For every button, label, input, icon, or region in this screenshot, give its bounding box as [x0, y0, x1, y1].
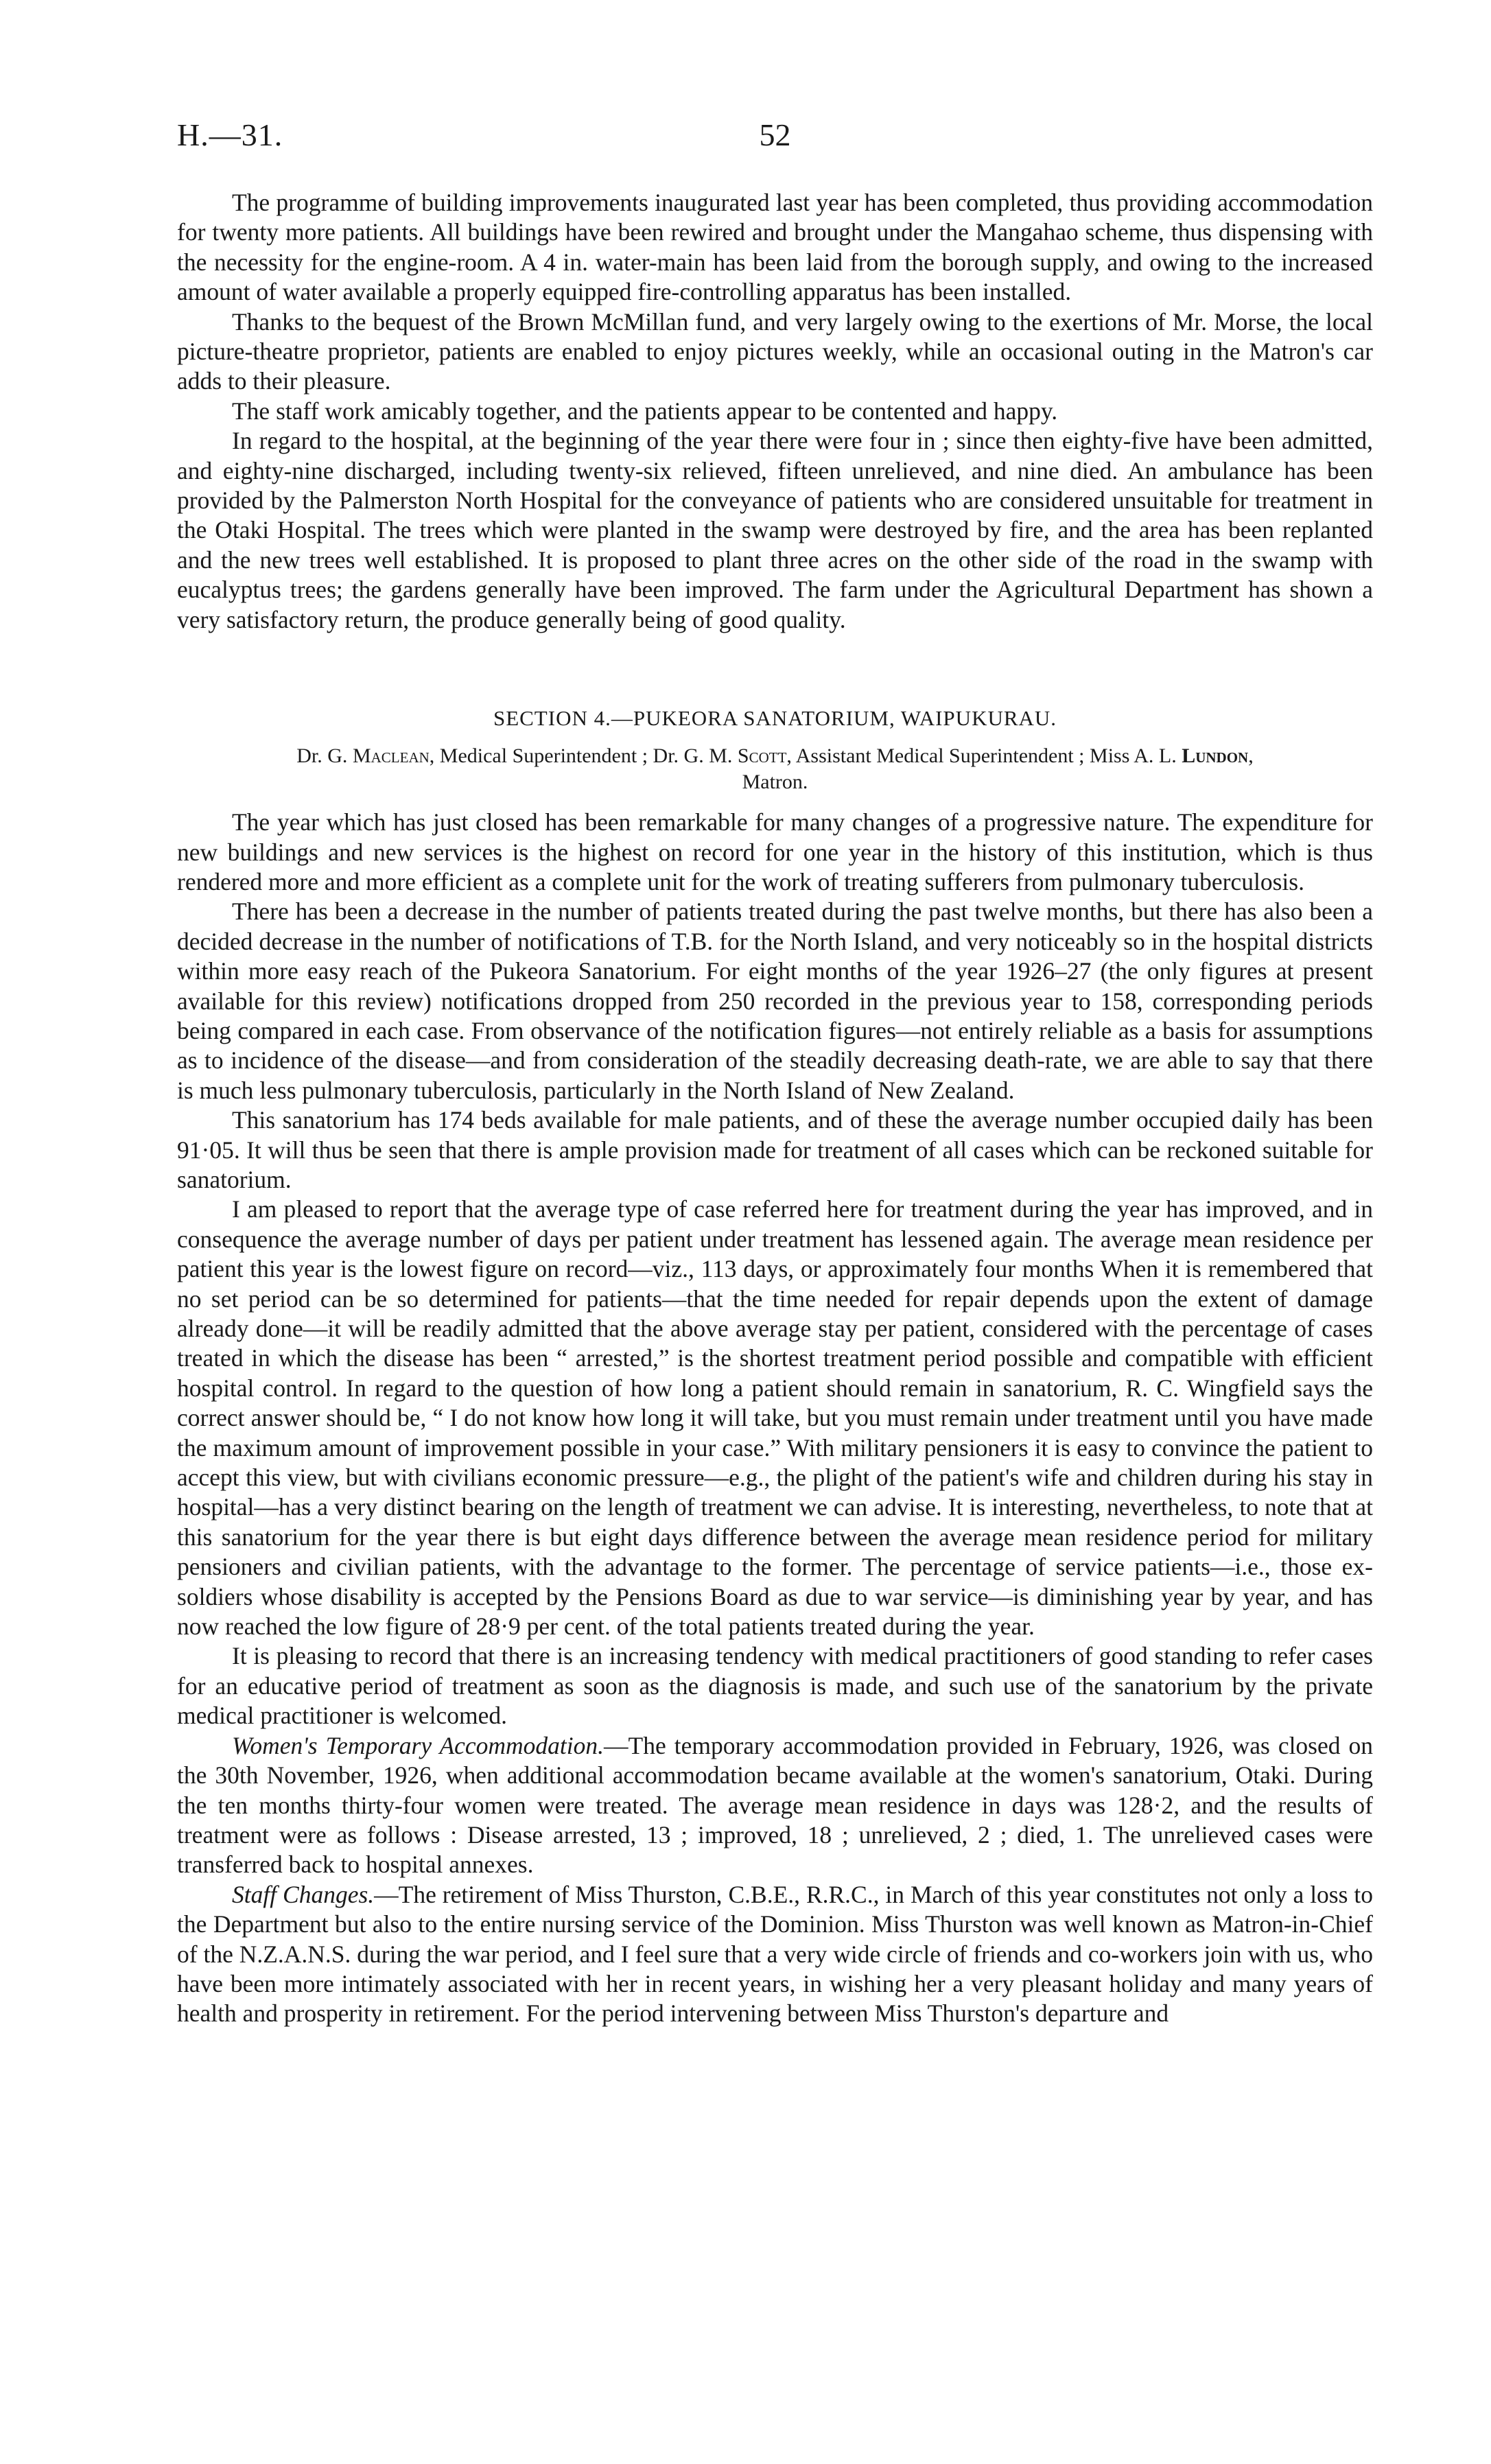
staff-dr2-name: Scott — [737, 744, 787, 768]
section-paragraph: I am pleased to report that the average type of case referred here for treatment during the year has improved, and in consequence the average number of days per patient under treatment has lessened again. The average mean residence per patient this year is the lowest figure on record—viz., 113 days, or approximately four months When it is remembered that no set period can be so determined for patients—that the time needed for repair depends upon the extent of damage already done—it will be readily admitted that the above average stay per patient, considered with the percentage of cases treated in which the disease has been “ arrested,” is the shortest treatment period possible and compatible with efficient hospital control. In regard to the question of how long a patient should remain in sanatorium, R. C. Wingfield says the correct answer should be, “ I do not know how long it will take, but you must remain under treatment until you have made the maximum amount of improvement possible in your case.” With military pensioners it is easy to convince the patient to accept this view, but with civilians economic pressure—e.g., the plight of the patient's wife and children during his stay in hospital—has a very distinct bearing on the length of treatment we can advise. It is interesting, nevertheless, to note that at this sanatorium for the year there is but eight days difference between the average mean residence period for military pensioners and civilian patients, with the advantage to the former. The percentage of service patients—i.e., those ex-soldiers whose disability is accepted by the Pensions Board as due to war service—is diminishing year by year, and has now reached the low figure of 28·9 per cent. of the total patients treated during the year. — [177, 1195, 1373, 1641]
womens-accommodation-paragraph — [177, 1731, 1373, 1880]
section-paragraph: The year which has just closed has been remarkable for many changes of a progressive nature. The expenditure for new buildings and new services is the highest on record for one year in the history of this institution, which is thus rendered more and more efficient as a complete unit for the work of treating sufferers from pulmonary tuberculosis. — [177, 808, 1373, 895]
staff-dr2-prefix: Dr. G. M. — [653, 744, 733, 768]
womens-text: —The temporary accommodation provided in February, 1926, was closed on the 30th November, 1926, when additional accommodation became available at the women's sanatorium, Otaki. During the ten months thirty-four women were treated. The average mean residence in days was 128·2, and the results of treatment were as follows : Disease arrested, 13 ; improved, 18 ; unrelieved, 2 ; died, 1. The unrelieved cases were transferred back to hospital annexes. — [177, 1731, 1373, 1879]
section-paragraph: This sanatorium has 174 beds available for male patients, and of these the average number occupied daily has been 91·05. It will thus be seen that there is ample provision made for treatment of all cases which can be reckoned suitable for sanatorium. — [177, 1106, 1373, 1193]
staff-changes-paragraph — [177, 1880, 1373, 2029]
staff-changes-text: —The retirement of Miss Thurston, C.B.E., R.R.C., in March of this year constitutes not only a loss to the Department but also to the entire nursing service of the Dominion. Miss Thurston was well known as Matron-in-Chief of the N.Z.A.N.S. during the war period, and I feel sure that a very wide circle of friends and co-workers join with us, who have been more intimately associated with her in recent years, in wishing her a very pleasant holiday and many years of health and prosperity in retirement. For the period intervening between Miss Thurston's departure and — [177, 1880, 1373, 2028]
page-body — [177, 188, 1373, 2029]
page-header — [177, 117, 1373, 172]
womens-heading: Women's Temporary Accommodation. — [232, 1731, 604, 1759]
intro-paragraph: In regard to the hospital, at the beginning of the year there were four in ; since then eighty-five have been admitted, and eighty-nine discharged, including twenty-six relieved, fifteen unrelieved, and nine died. An ambulance has been provided by the Palmerston North Hospital for the conveyance of patients who are considered unsuitable for treatment in the Otaki Hospital. The trees which were planted in the swamp were destroyed by fire, and the area has been replanted and the new trees well established. It is proposed to plant three acres on the other side of the road in the swamp with eucalyptus trees; the gardens generally have been improved. The farm under the Agricultural Department has shown a very satisfactory return, the produce generally being of good quality. — [177, 427, 1373, 633]
section-paragraph: There has been a decrease in the number of patients treated during the past twelve months, but there has also been a decided decrease in the number of notifications of T.B. for the North Island, and very noticeably so in the hospital districts within more easy reach of the Pukeora Sanatorium. For eight months of the year 1926–27 (the only figures at present available for this review) notifications dropped from 250 recorded in the previous year to 158, corresponding periods being compared in each case. From observance of the notification figures—not entirely reliable as a basis for assumptions as to incidence of the disease—and from consideration of the steadily decreasing death-rate, we are able to say that there is much less pulmonary tuberculosis, particularly in the North Island of New Zealand. — [177, 897, 1373, 1104]
staff-dr1-role: , Medical Superintendent ; — [429, 744, 648, 768]
staff-dr1-name: Maclean — [352, 744, 430, 768]
section-gap — [177, 635, 1373, 703]
staff-dr2-role: , Assistant Medical Superintendent ; — [786, 744, 1085, 768]
intro-paragraph: The programme of building improvements inaugurated last year has been completed, thus providing accommodation for twenty more patients. All buildings have been rewired and brought under the Mangahao scheme, thus dispensing with the necessity for the engine-room. A 4 in. water-main has been laid from the borough supply, and owing to the increased amount of water available a properly equipped fire-controlling apparatus has been installed. — [177, 189, 1373, 306]
report-code: H.—31. — [177, 117, 283, 152]
staff-matron-name: Lundon — [1182, 744, 1249, 768]
staff-changes-heading: Staff Changes. — [232, 1880, 375, 1908]
staff-line: Dr. G. Maclean, Medical Superintendent ; Dr. G. M. Scott, Assistant Medical Superintendent ; Miss A. L. Lundon, Matron. — [296, 744, 1254, 794]
staff-matron-role: Matron. — [742, 771, 808, 794]
intro-paragraph: The staff work amicably together, and the patients appear to be contented and happy. — [232, 397, 1058, 425]
intro-paragraph: Thanks to the bequest of the Brown McMillan fund, and very largely owing to the exertions of Mr. Morse, the local picture-theatre proprietor, patients are enabled to enjoy pictures weekly, while an occasional outing in the Matron's car adds to their pleasure. — [177, 307, 1373, 395]
section-title: SECTION 4.—PUKEORA SANATORIUM, WAIPUKURAU. — [493, 706, 1057, 731]
staff-matron-prefix: Miss A. L. — [1090, 744, 1177, 768]
page-number: 52 — [759, 117, 791, 152]
staff-dr1-prefix: Dr. G. — [296, 744, 348, 768]
section-paragraph: It is pleasing to record that there is an increasing tendency with medical practitioners of good standing to refer cases for an educative period of treatment as soon as the diagnosis is made, and such use of the sanatorium by the private medical practitioner is welcomed. — [177, 1642, 1373, 1730]
